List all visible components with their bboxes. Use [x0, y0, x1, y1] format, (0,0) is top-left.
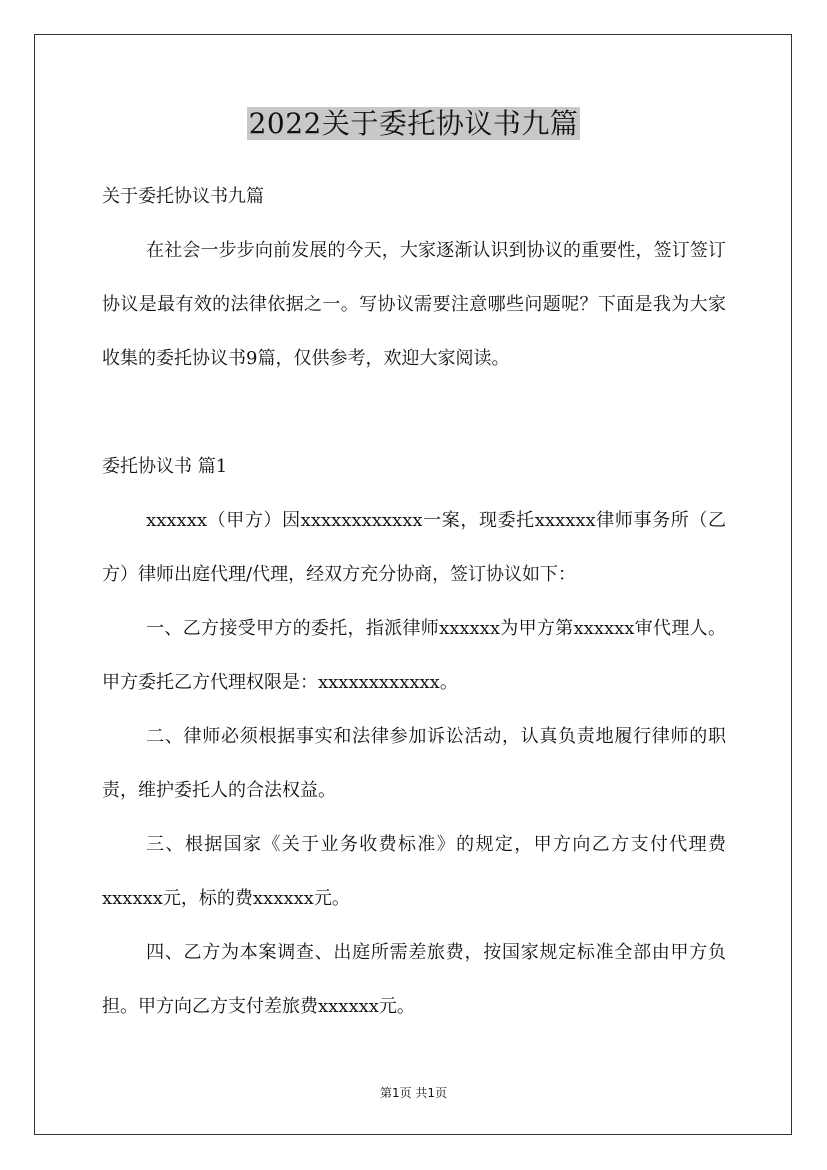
section-heading: 委托协议书 篇1 [102, 456, 228, 477]
document-body [102, 170, 726, 1034]
document-title [0, 104, 827, 144]
document-subtitle: 关于委托协议书九篇 [102, 186, 264, 207]
body-paragraph: 三、根据国家《关于业务收费标准》的规定，甲方向乙方支付代理费xxxxxx元，标的费xxxxxx元。 [102, 834, 726, 909]
body-paragraph: xxxxxx（甲方）因xxxxxxxxxxxx一案，现委托xxxxxx律师事务所（乙方）律师出庭代理/代理，经双方充分协商，签订协议如下： [102, 510, 726, 585]
body-paragraph: 二、律师必须根据事实和法律参加诉讼活动，认真负责地履行律师的职责，维护委托人的合法权益。 [102, 726, 726, 801]
section-spacer [102, 386, 726, 440]
intro-paragraph: 在社会一步步向前发展的今天，大家逐渐认识到协议的重要性，签订签订协议是最有效的法律依据之一。写协议需要注意哪些问题呢？下面是我为大家收集的委托协议书9篇，仅供参考，欢迎大家阅读。 [102, 240, 726, 369]
page-number: 第1页 共1页 [379, 1086, 448, 1100]
body-paragraph: 四、乙方为本案调查、出庭所需差旅费，按国家规定标准全部由甲方负担。甲方向乙方支付差旅费xxxxxx元。 [102, 942, 726, 1017]
body-paragraph: 一、乙方接受甲方的委托，指派律师xxxxxx为甲方第xxxxxx审代理人。甲方委托乙方代理权限是：xxxxxxxxxxxx。 [102, 618, 726, 693]
document-title-text: 2022关于委托协议书九篇 [248, 107, 579, 140]
page-footer [0, 1084, 827, 1102]
